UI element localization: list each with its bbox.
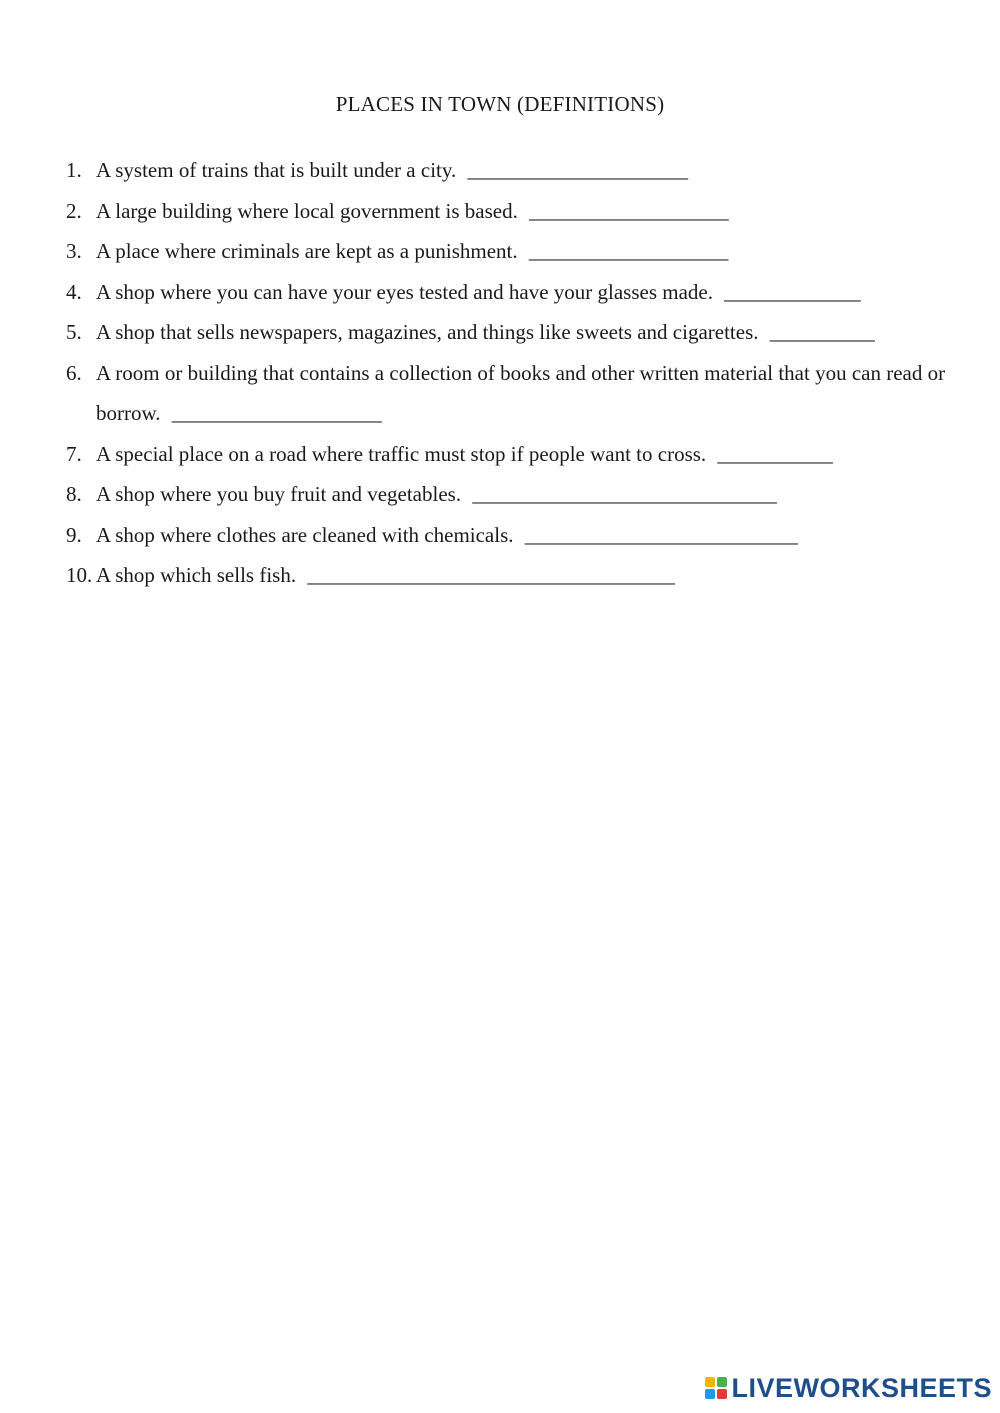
item-definition (96, 515, 966, 556)
definition-text: A shop where clothes are cleaned with chemicals. (96, 522, 514, 547)
item-number: 7. (66, 441, 82, 466)
item-definition (96, 555, 966, 596)
item-definition (96, 272, 966, 313)
item-definition (96, 191, 966, 232)
item-definition (96, 434, 966, 475)
answer-blank[interactable]: __________________________ (524, 522, 798, 547)
item-number: 5. (66, 320, 82, 344)
logo-text: LIVEWORKSHEETS (731, 1372, 992, 1403)
list-item (66, 353, 966, 434)
definition-text: A shop where you buy fruit and vegetables. (96, 482, 462, 506)
item-number: 2. (66, 198, 82, 223)
item-number: 4. (66, 279, 82, 304)
definition-text: A system of trains that is built under a city. (96, 158, 457, 182)
list-item (66, 312, 966, 353)
logo-tile (705, 1389, 715, 1399)
definitions-list (66, 150, 966, 596)
definition-text: A room or building that contains a collection of books and other written material that you can read or borrow. (96, 360, 946, 425)
answer-blank[interactable]: __________ (769, 320, 875, 344)
item-number: 3. (66, 239, 82, 263)
list-item (66, 150, 966, 191)
answer-blank[interactable]: ____________________ (171, 401, 382, 425)
item-number: 8. (66, 482, 82, 506)
item-definition (96, 312, 966, 353)
definition-text: A large building where local government is based. (96, 198, 518, 223)
logo-tile (705, 1377, 715, 1387)
list-item (66, 434, 966, 475)
liveworksheets-logo-icon (705, 1377, 727, 1399)
list-item (66, 474, 966, 515)
logo-tile (717, 1377, 727, 1387)
answer-blank[interactable]: _____________________ (467, 158, 689, 182)
logo-tile (717, 1389, 727, 1399)
list-item (66, 555, 966, 596)
list-item (66, 515, 966, 556)
definition-text: A place where criminals are kept as a punishment. (96, 239, 518, 263)
item-number: 9. (66, 522, 82, 547)
list-item (66, 191, 966, 232)
item-number: 6. (66, 360, 82, 385)
definition-text: A shop which sells fish. (96, 563, 297, 587)
definition-text: A shop where you can have your eyes tested and have your glasses made. (96, 279, 713, 304)
answer-blank[interactable]: ___________________ (528, 239, 729, 263)
item-definition (96, 353, 966, 434)
item-definition (96, 150, 966, 191)
item-number: 1. (66, 158, 82, 182)
list-item (66, 231, 966, 272)
answer-blank[interactable]: ___________________________________ (307, 563, 675, 587)
item-definition (96, 474, 966, 515)
worksheet-title: PLACES IN TOWN (DEFINITIONS) (335, 92, 665, 116)
answer-blank[interactable]: _____________________________ (472, 482, 777, 506)
answer-blank[interactable]: ___________ (717, 441, 833, 466)
answer-blank[interactable]: ___________________ (529, 198, 729, 223)
definition-text: A shop that sells newspapers, magazines, and things like sweets and cigarettes. (96, 320, 759, 344)
liveworksheets-logo (705, 1373, 992, 1403)
answer-blank[interactable]: _____________ (724, 279, 861, 304)
item-number: 10. (66, 563, 93, 587)
item-definition (96, 231, 966, 272)
list-item (66, 272, 966, 313)
definition-text: A special place on a road where traffic must stop if people want to cross. (96, 441, 707, 466)
